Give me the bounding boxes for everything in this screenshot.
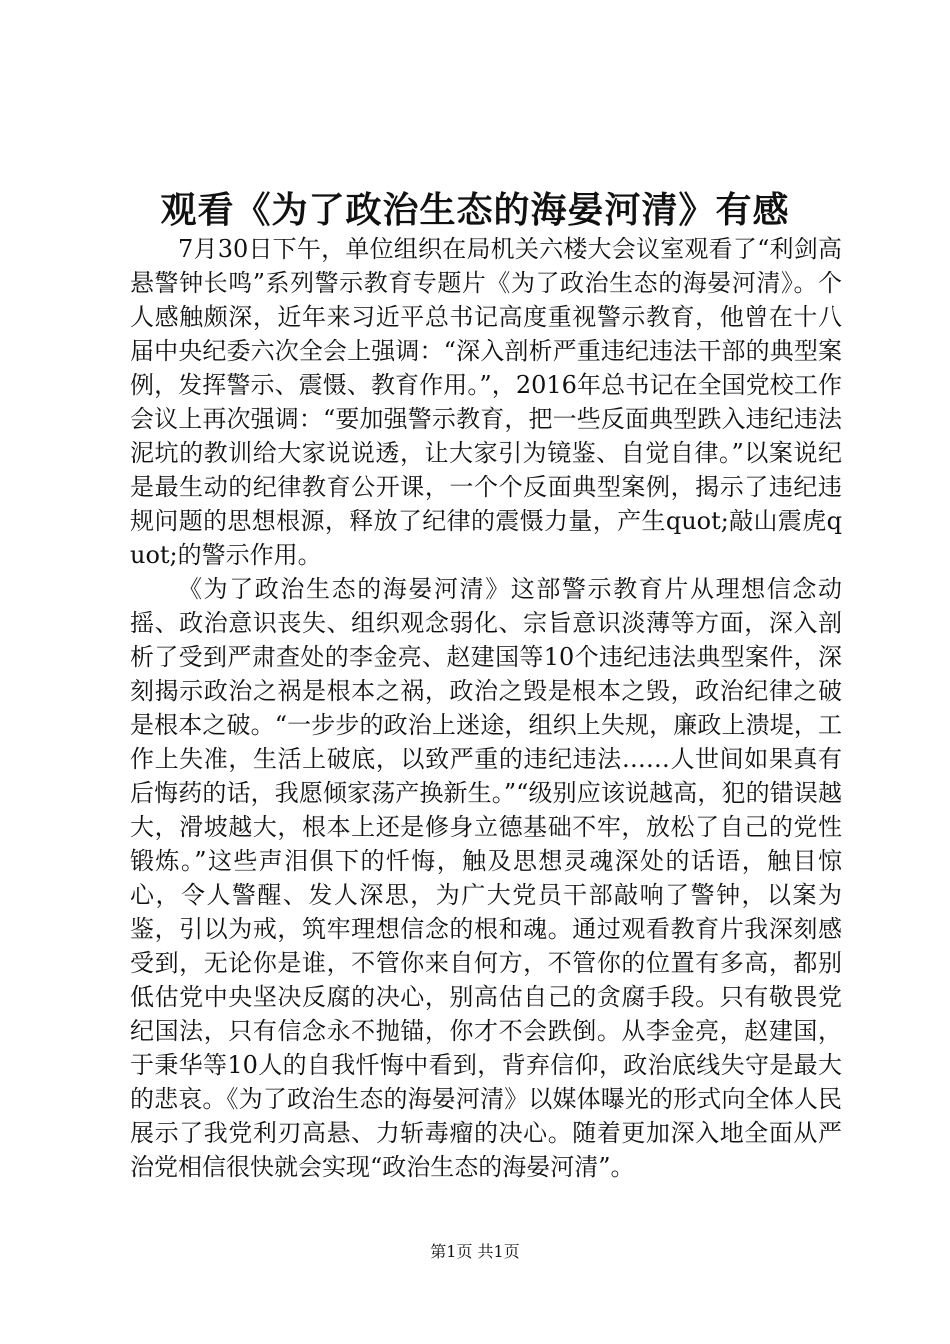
body-paragraph: 《为了政治生态的海晏河清》这部警示教育片从理想信念动摇、政治意识丧失、组织观念弱化、宗旨意识淡薄等方面，深入剖析了受到严肃查处的李金亮、赵建国等10个违纪违法典型案件，深刻揭示政治之祸是根本之祸，政治之毁是根本之毁，政治纪律之破是根本之破。“一步步的政治上迷途，组织上失规，廉政上溃堤，工作上失准，生活上破底，以致严重的违纪违法……人世间如果真有后悔药的话，我愿倾家荡产换新生。”“级别应该说越高，犯的错误越大，滑坡越大，根本上还是修身立德基础不牢，放松了自己的党性锻炼。”这些声泪俱下的忏悔，触及思想灵魂深处的话语，触目惊心，令人警醒、发人深思，为广大党员干部敲响了警钟，以案为鉴，引以为戒，筑牢理想信念的根和魂。通过观看教育片我深刻感受到，无论你是谁，不管你来自何方，不管你的位置有多高，都别低估党中央坚决反腐的决心，别高估自己的贪腐手段。只有敬畏党纪国法，只有信念永不抛锚，你才不会跌倒。从李金亮，赵建国，于秉华等10人的自我忏悔中看到，背弃信仰，政治底线失守是最大的悲哀。《为了政治生态的海晏河清》以媒体曝光的形式向全体人民展示了我党利刃高悬、力斩毒瘤的决心。随着更加深入地全面从严治党相信很快就会实现“政治生态的海晏河清”。 [130,575,842,1181]
page-number-footer: 第1页 共1页 [430,1242,520,1261]
document-title: 观看《为了政治生态的海晏河清》有感 [160,189,790,231]
document-body [130,232,842,1184]
body-paragraph: 7月30日下午，单位组织在局机关六楼大会议室观看了“利剑高悬警钟长鸣”系列警示教育专题片《为了政治生态的海晏河清》。个人感触颇深，近年来习近平总书记高度重视警示教育，他曾在十八届中央纪委六次全会上强调：“深入剖析严重违纪违法干部的典型案例，发挥警示、震慑、教育作用。”，2016年总书记在全国党校工作会议上再次强调：“要加强警示教育，把一些反面典型跌入违纪违法泥坑的教训给大家说说透，让大家引为镜鉴、自觉自律。”以案说纪是最生动的纪律教育公开课，一个个反面典型案例，揭示了违纪违规问题的思想根源，释放了纪律的震慑力量，产生quot;敲山震虎quot;的警示作用。 [130,235,842,569]
